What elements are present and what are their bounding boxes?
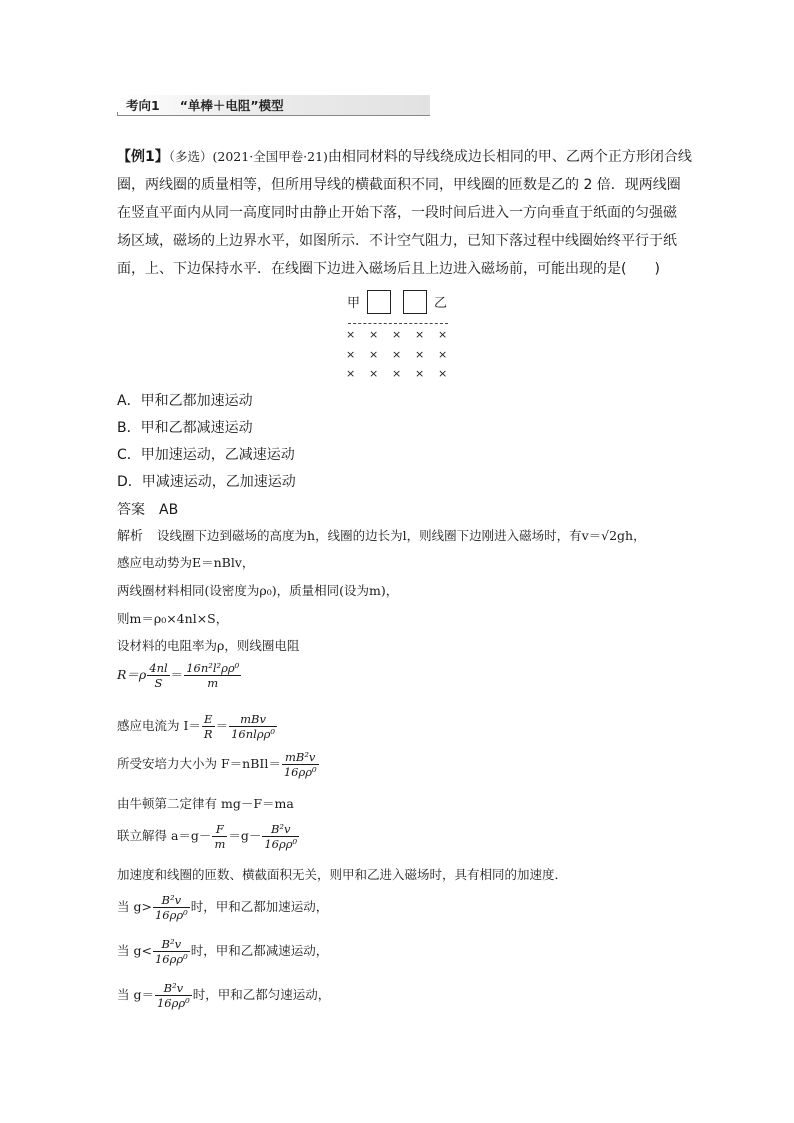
solution-label: 解析 xyxy=(117,529,144,544)
case-prefix: 当 g< xyxy=(117,943,152,958)
coil-jia xyxy=(367,290,391,314)
solution-line-5: 设材料的电阻率为ρ，则线圈电阻 xyxy=(117,638,300,653)
question-line-5: 面，上、下边保持水平．在线圈下边进入磁场后且上边进入磁场前，可能出现的是( ) xyxy=(117,261,660,277)
field-cross: × xyxy=(369,367,379,380)
acceleration-equation xyxy=(117,822,300,851)
solution-line-4: 则m＝ρ₀×4nl×S， xyxy=(117,611,229,626)
current-prefix: 感应电流为 I＝ xyxy=(117,718,201,733)
field-boundary-line xyxy=(348,323,448,324)
option-d: D．甲减速运动，乙加速运动 xyxy=(117,474,296,490)
case-suffix: 时，甲和乙都匀速运动， xyxy=(192,987,331,1002)
fraction xyxy=(282,750,319,779)
field-cross: × xyxy=(392,328,402,341)
fraction xyxy=(147,661,169,690)
section-label: 考向1 xyxy=(126,98,160,113)
current-equation: 感应电流为 I＝ $\frac{E}{R}$ ＝ $\frac{\text{mBv}}{\text{16nlρρ⁰}}$ xyxy=(117,712,275,741)
field-cross: × xyxy=(392,348,402,361)
resistance-equation: R＝ρ $\frac{4nl}{S}$ ＝ $\frac{\text{16n²l²ρρ⁰}}{m}$ xyxy=(117,661,240,690)
fraction xyxy=(184,661,241,690)
field-cross: × xyxy=(415,367,425,380)
acceleration-prefix: 联立解得 a＝g－ xyxy=(117,828,212,843)
coil-label-yi: 乙 xyxy=(434,296,448,311)
numerator: B²v xyxy=(155,981,192,996)
denominator: 16ρρ⁰ xyxy=(283,765,317,779)
fraction xyxy=(262,822,299,851)
section-header-tick xyxy=(117,112,118,116)
denominator: 16ρρ⁰ xyxy=(154,908,188,922)
field-cross: × xyxy=(415,328,425,341)
question-line-2: 圈，两线圈的质量相等，但所用导线的横截面积不同，甲线圈的匝数是乙的 2 倍．现两线圈 xyxy=(117,177,681,193)
solution-line-3: 两线圈材料相同(设密度为ρ₀)，质量相同(设为m)， xyxy=(117,583,399,598)
numerator: mBv xyxy=(229,712,277,727)
fraction xyxy=(153,937,190,966)
solution-line-2: 感应电动势为E＝nBlv， xyxy=(117,555,255,570)
force-prefix: 所受安培力大小为 F＝nBIl＝ xyxy=(117,756,281,771)
solution-text-1: 设线圈下边到磁场的高度为h，线圈的边长为l，则线圈下边刚进入磁场时，有v＝√2gh， xyxy=(157,528,646,543)
coil-label-jia: 甲 xyxy=(347,296,361,311)
solution-line-1 xyxy=(117,525,646,544)
example-tag: 【例1】 xyxy=(117,149,169,165)
question-line-1 xyxy=(117,143,692,171)
denominator: S xyxy=(154,676,163,690)
denominator: m xyxy=(207,676,219,690)
case-suffix: 时，甲和乙都加速运动， xyxy=(190,899,329,914)
numerator: B²v xyxy=(262,822,299,837)
conclusion-line: 加速度和线圈的匝数、横截面积无关，则甲和乙进入磁场时，具有相同的加速度． xyxy=(117,867,568,882)
field-cross: × xyxy=(438,348,448,361)
fraction xyxy=(229,712,277,741)
answer-label: 答案 xyxy=(117,502,145,518)
section-header-underline xyxy=(117,115,430,116)
option-c: C．甲加速运动，乙减速运动 xyxy=(117,447,295,463)
answer-line xyxy=(117,499,178,519)
section-header xyxy=(126,96,284,114)
option-b: B．甲和乙都减速运动 xyxy=(117,420,253,436)
coil-yi xyxy=(403,290,427,314)
field-cross: × xyxy=(369,328,379,341)
question-source: （多选）(2021·全国甲卷·21) xyxy=(168,149,328,164)
numerator: 4nl xyxy=(149,661,168,675)
fraction xyxy=(202,712,215,741)
numerator: mB²v xyxy=(282,750,319,765)
case-suffix: 时，甲和乙都减速运动， xyxy=(190,943,329,958)
force-equation xyxy=(117,750,320,779)
case-accelerate xyxy=(117,893,328,922)
numerator: 16n²l²ρρ⁰ xyxy=(186,661,240,675)
field-cross: × xyxy=(438,367,448,380)
denominator: 16ρρ⁰ xyxy=(156,996,190,1010)
field-cross: × xyxy=(438,328,448,341)
field-cross: × xyxy=(346,328,356,341)
fraction xyxy=(155,981,192,1010)
denominator: 16nlρρ⁰ xyxy=(231,727,275,741)
numerator: B²v xyxy=(153,893,190,908)
numerator: B²v xyxy=(153,937,190,952)
field-cross: × xyxy=(415,348,425,361)
section-title: “单棒＋电阻”模型 xyxy=(179,98,284,113)
resistance-prefix: R＝ρ xyxy=(117,667,147,682)
field-cross: × xyxy=(346,367,356,380)
question-line-4: 场区域，磁场的上边界水平，如图所示．不计空气阻力，已知下落过程中线圈始终平行于纸 xyxy=(117,233,677,249)
denominator: 16ρρ⁰ xyxy=(264,837,298,851)
denominator: R xyxy=(203,727,213,741)
case-decelerate xyxy=(117,937,328,966)
option-a: A．甲和乙都加速运动 xyxy=(117,393,253,409)
case-prefix: 当 g＝ xyxy=(117,987,154,1002)
fraction xyxy=(212,822,227,851)
acceleration-middle: ＝g－ xyxy=(228,828,262,843)
fraction xyxy=(153,893,190,922)
case-uniform xyxy=(117,981,330,1010)
field-cross: × xyxy=(392,367,402,380)
case-prefix: 当 g> xyxy=(117,899,152,914)
answer-value: AB xyxy=(159,502,179,518)
denominator: m xyxy=(214,837,226,851)
question-line-3: 在竖直平面内从同一高度同时由静止开始下落，一段时间后进入一方向垂直于纸面的匀强磁 xyxy=(117,205,677,221)
field-cross: × xyxy=(346,348,356,361)
numerator: F xyxy=(212,822,227,837)
numerator: E xyxy=(202,712,215,727)
field-crosses xyxy=(346,328,456,384)
question-text-1: 由相同材料的导线绕成边长相同的甲、乙两个正方形闭合线 xyxy=(327,149,692,165)
newton-law-line: 由牛顿第二定律有 mg－F＝ma xyxy=(117,796,294,811)
denominator: 16ρρ⁰ xyxy=(154,952,188,966)
field-cross: × xyxy=(369,348,379,361)
